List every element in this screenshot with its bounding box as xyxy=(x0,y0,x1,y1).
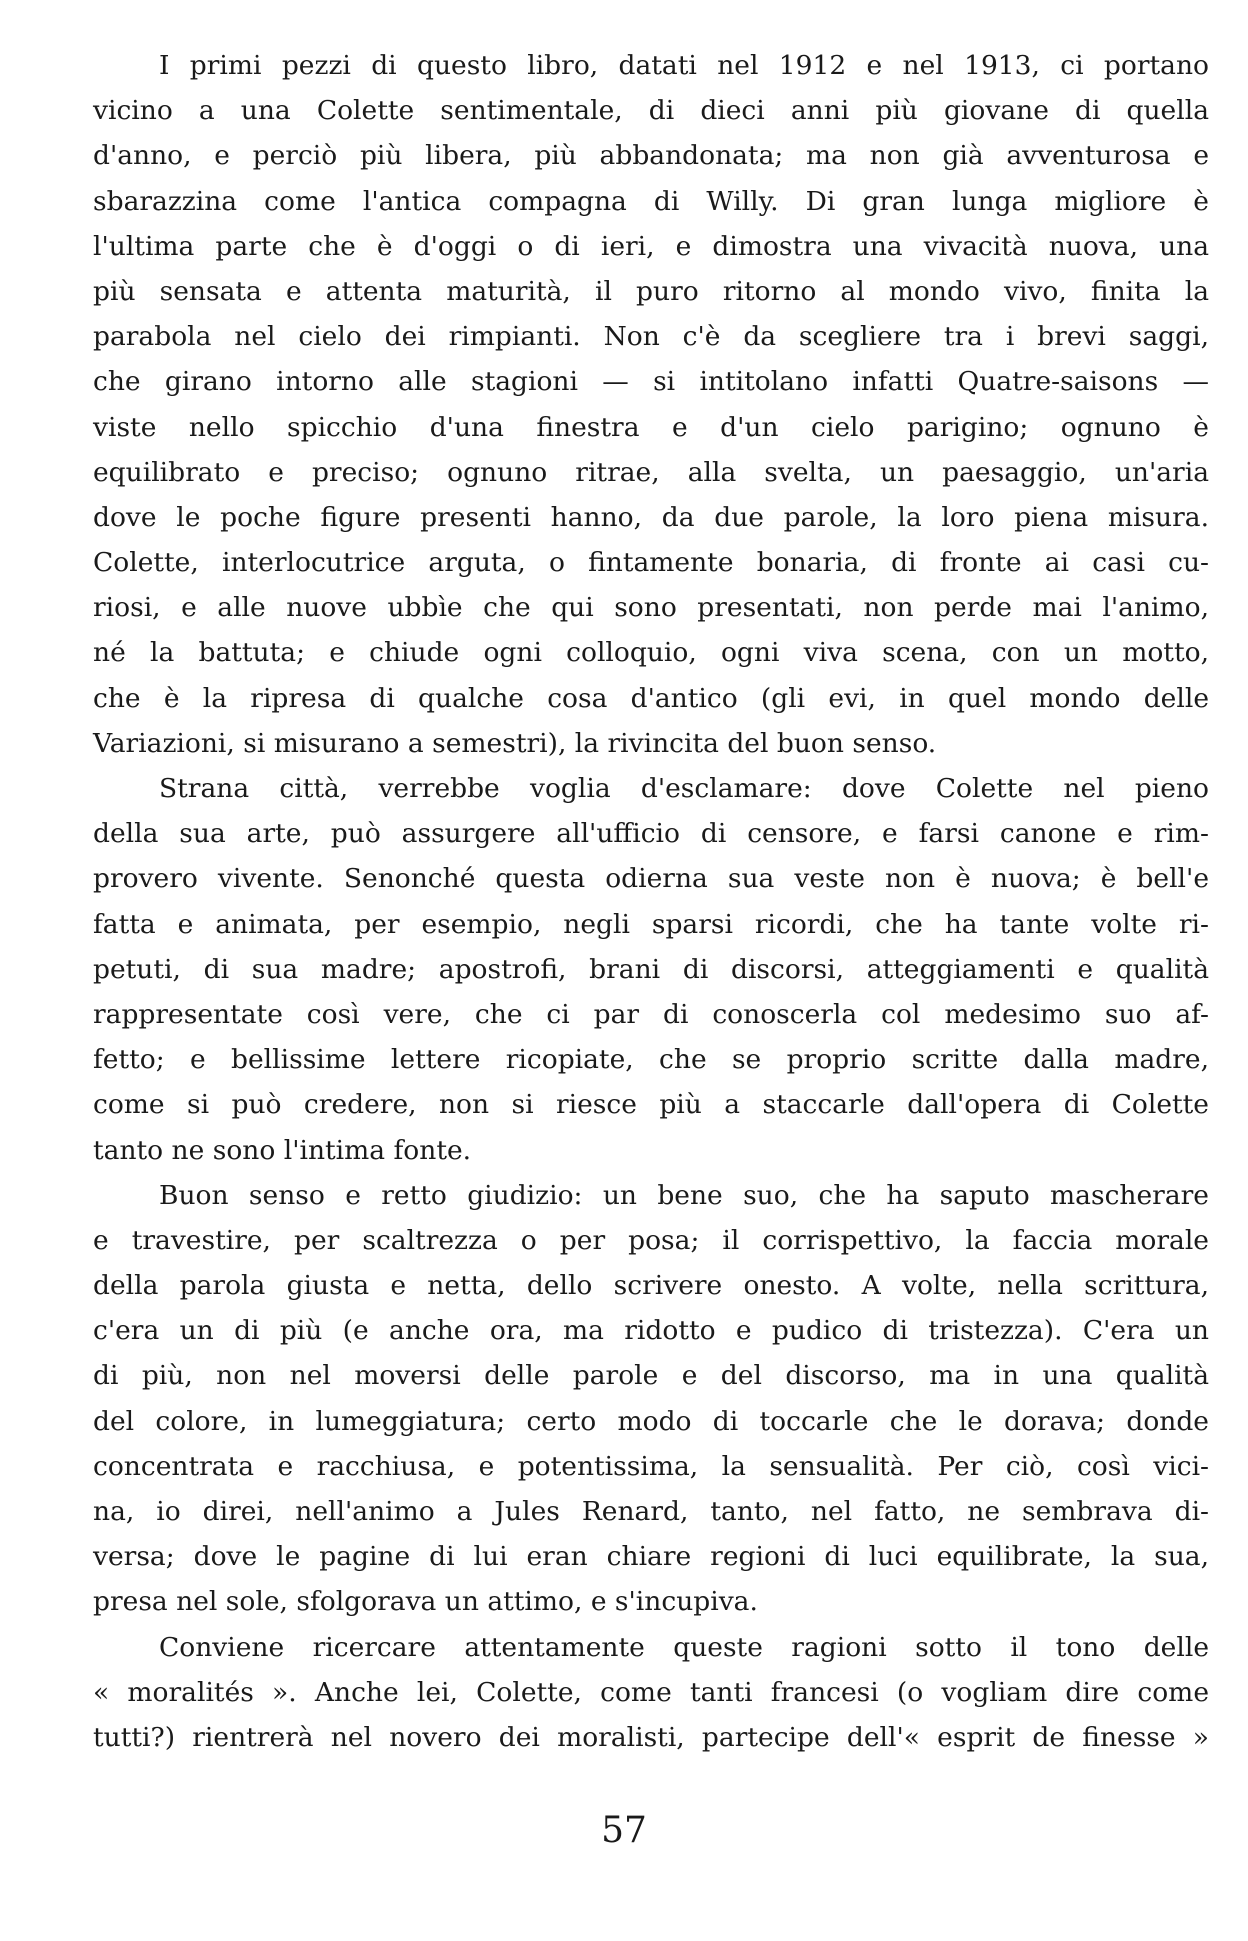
text-line: concentrata e racchiusa, e potentissima, la sensualità. Per ciò, così vici- xyxy=(93,1450,1209,1482)
page-number: 57 xyxy=(601,1810,647,1851)
text-line: fetto; e bellissime lettere ricopiate, che se proprio scritte dalla madre, xyxy=(93,1044,1209,1076)
text-line: I primi pezzi di questo libro, datati nel 1912 e nel 1913, ci portano xyxy=(159,50,1209,81)
text-line: petuti, di sua madre; apostrofi, brani di discorsi, atteggiamenti e qualità xyxy=(93,953,1209,985)
text-line: fatta e animata, per esempio, negli sparsi ricordi, che ha tante volte ri- xyxy=(93,908,1209,940)
text-line: provero vivente. Senonché questa odierna sua veste non è nuova; è bell'e xyxy=(93,863,1209,895)
text-line: della sua arte, può assurgere all'ufficio di censore, e farsi canone e rim- xyxy=(93,818,1209,850)
text-line: più sensata e attenta maturità, il puro ritorno al mondo vivo, finita la xyxy=(93,275,1209,307)
text-line: che girano intorno alle stagioni — si intitolano infatti Quatre-saisons — xyxy=(93,366,1209,398)
text-line: e travestire, per scaltrezza o per posa; il corrispettivo, la faccia morale xyxy=(93,1224,1209,1256)
text-line: equilibrato e preciso; ognuno ritrae, alla svelta, un paesaggio, un'aria xyxy=(93,456,1209,488)
text-line: Colette, interlocutrice arguta, o fintamente bonaria, di fronte ai casi cu- xyxy=(93,547,1209,579)
text-line: viste nello spicchio d'una finestra e d'un cielo parigino; ognuno è xyxy=(93,411,1209,443)
text-line: d'anno, e perciò più libera, più abbandonata; ma non già avventurosa e xyxy=(93,140,1209,172)
text-line: Conviene ricercare attentamente queste ragioni sotto il tono delle xyxy=(159,1631,1209,1663)
text-line: rappresentate così vere, che ci par di conoscerla col medesimo suo af- xyxy=(93,998,1209,1030)
text-line: della parola giusta e netta, dello scrivere onesto. A volte, nella scrittura, xyxy=(93,1270,1209,1302)
paragraph-2 xyxy=(93,766,1209,1173)
text-line: presa nel sole, sfolgorava un attimo, e s'incupiva. xyxy=(93,1586,758,1618)
text-line: come si può credere, non si riesce più a staccarle dall'opera di Colette xyxy=(93,1089,1209,1121)
text-line: versa; dove le pagine di lui eran chiare regioni di luci equilibrate, la sua, xyxy=(93,1541,1209,1573)
text-line: riosi, e alle nuove ubbìe che qui sono presentati, non perde mai l'animo, xyxy=(93,592,1209,624)
text-line: Strana città, verrebbe voglia d'esclamare: dove Colette nel pieno xyxy=(159,773,1209,804)
text-line: tanto ne sono l'intima fonte. xyxy=(93,1134,472,1166)
text-line: di più, non nel moversi delle parole e del discorso, ma in una qualità xyxy=(93,1360,1209,1392)
text-line: Variazioni, si misurano a semestri), la rivincita del buon senso. xyxy=(93,727,937,759)
paragraph-3 xyxy=(93,1173,1209,1625)
text-line: che è la ripresa di qualche cosa d'antico (gli evi, in quel mondo delle xyxy=(93,682,1209,714)
text-line: parabola nel cielo dei rimpianti. Non c'è da scegliere tra i brevi saggi, xyxy=(93,321,1209,353)
text-line: sbarazzina come l'antica compagna di Willy. Di gran lunga migliore è xyxy=(93,185,1209,217)
paragraph-1 xyxy=(93,43,1209,766)
text-line: del colore, in lumeggiatura; certo modo di toccarle che le dorava; donde xyxy=(93,1405,1209,1437)
text-line: né la battuta; e chiude ogni colloquio, ogni viva scena, con un motto, xyxy=(93,637,1209,669)
text-line: Buon senso e retto giudizio: un bene suo, che ha saputo mascherare xyxy=(159,1179,1209,1211)
text-line: tutti?) rientrerà nel novero dei moralisti, partecipe dell'« esprit de finesse » xyxy=(93,1721,1209,1753)
body-text xyxy=(93,43,1209,1760)
text-line: l'ultima parte che è d'oggi o di ieri, e dimostra una vivacità nuova, una xyxy=(93,230,1209,262)
text-line: « moralités ». Anche lei, Colette, come tanti francesi (o vogliam dire come xyxy=(93,1676,1209,1708)
text-line: na, io direi, nell'animo a Jules Renard, tanto, nel fatto, ne sembrava di- xyxy=(93,1496,1209,1527)
paragraph-4 xyxy=(93,1625,1209,1761)
text-line: vicino a una Colette sentimentale, di dieci anni più giovane di quella xyxy=(93,95,1209,127)
text-line: dove le poche figure presenti hanno, da due parole, la loro piena misura. xyxy=(93,501,1209,533)
text-line: c'era un di più (e anche ora, ma ridotto e pudico di tristezza). C'era un xyxy=(93,1315,1209,1347)
